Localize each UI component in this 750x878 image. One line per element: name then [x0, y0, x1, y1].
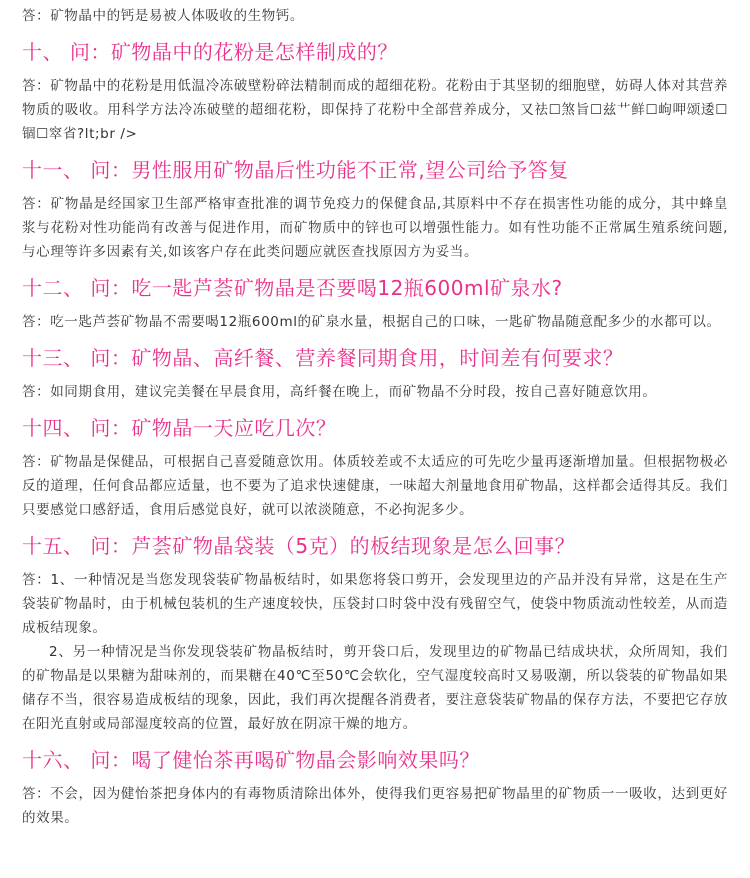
- faq-item-13: [22, 344, 728, 404]
- question-12: 十二、 问：吃一匙芦荟矿物晶是否要喝12瓶600ml矿泉水?: [22, 276, 563, 300]
- question-16: 十六、 问：喝了健怡茶再喝矿物晶会影响效果吗？: [22, 748, 480, 772]
- answer-10: 答：矿物晶中的花粉是用低温冷冻破壁粉碎法精制而成的超细花粉。花粉由于其坚韧的细胞壁，妨碍人体对其营养物质的吸收。用科学方法冷冻破壁的超细花粉，即保持了花粉中全部营养成分，又祛☐煞旨☐兹艹鲜☐岣呷颂逶☐锢☐窣省?lt;br />: [22, 78, 728, 142]
- question-14: 十四、 问：矿物晶一天应吃几次？: [22, 416, 337, 440]
- question-11: 十一、 问：男性服用矿物晶后性功能不正常,望公司给予答复: [22, 158, 569, 182]
- question-10: 十、 问：矿物晶中的花粉是怎样制成的？: [22, 40, 398, 64]
- faq-item-14: [22, 414, 728, 522]
- answer-14: 答：矿物晶是保健品，可根据自己喜爱随意饮用。体质较差或不太适应的可先吃少量再逐渐增加量。但根据物极必反的道理，任何食品都应适量，也不要为了追求快速健康，一味超大剂量地食用矿物晶，这样都会适得其反。我们只要感觉口感舒适，食用后感觉良好，就可以浓淡随意，不必拘泥多少。: [22, 454, 728, 518]
- answer-11: 答：矿物晶是经国家卫生部严格审查批准的调节免疫力的保健食品,其原料中不存在损害性功能的成分，其中蜂皇浆与花粉对性功能尚有改善与促进作用，而矿物质中的锌也可以增强性能力。如有性功能不正常属生殖系统问题,与心理等许多因素有关,如该客户存在此类问题应就医查找原因方为妥当。: [22, 196, 728, 260]
- question-13: 十三、 问：矿物晶、高纤餐、营养餐同期食用，时间差有何要求？: [22, 346, 624, 370]
- answer-16: 答：不会，因为健怡茶把身体内的有毒物质清除出体外，使得我们更容易把矿物晶里的矿物质一一吸收，达到更好的效果。: [22, 786, 728, 826]
- top-answer: 答：矿物晶中的钙是易被人体吸收的生物钙。: [22, 8, 304, 24]
- answer-12: 答：吃一匙芦荟矿物晶不需要喝12瓶600ml的矿泉水量，根据自己的口味，一匙矿物晶随意配多少的水都可以。: [22, 314, 721, 330]
- answer-15: [22, 568, 728, 736]
- faq-item-15: [22, 532, 728, 736]
- answer-13: 答：如同期食用，建议完美餐在早晨食用，高纤餐在晚上，而矿物晶不分时段，按自己喜好随意饮用。: [22, 384, 657, 400]
- faq-item-11: [22, 156, 728, 264]
- answer-15-part-1: 答：1、一种情况是当您发现袋装矿物晶板结时，如果您将袋口剪开，会发现里边的产品并没有异常，这是在生产袋装矿物晶时，由于机械包装机的生产速度较快，压袋封口时袋中没有残留空气，使袋中物质流动性较差，从而造成板结现象。: [22, 572, 728, 636]
- answer-15-part-2: 2、另一种情况是当你发现袋装矿物晶板结时，剪开袋口后，发现里边的矿物晶已结成块状，众所周知，我们的矿物晶是以果糖为甜味剂的，而果糖在40℃至50℃会软化，空气湿度较高时又易吸潮，所以袋装的矿物晶如果储存不当，很容易造成板结的现象，因此，我们再次提醒各消费者，要注意袋装矿物晶的保存方法，不要把它存放在阳光直射或局部湿度较高的位置，最好放在阴凉干燥的地方。: [22, 644, 728, 732]
- faq-item-10: [22, 38, 728, 146]
- faq-item-16: [22, 746, 728, 830]
- question-15: 十五、 问：芦荟矿物晶袋装（5克）的板结现象是怎么回事？: [22, 534, 576, 558]
- faq-item-12: [22, 274, 728, 334]
